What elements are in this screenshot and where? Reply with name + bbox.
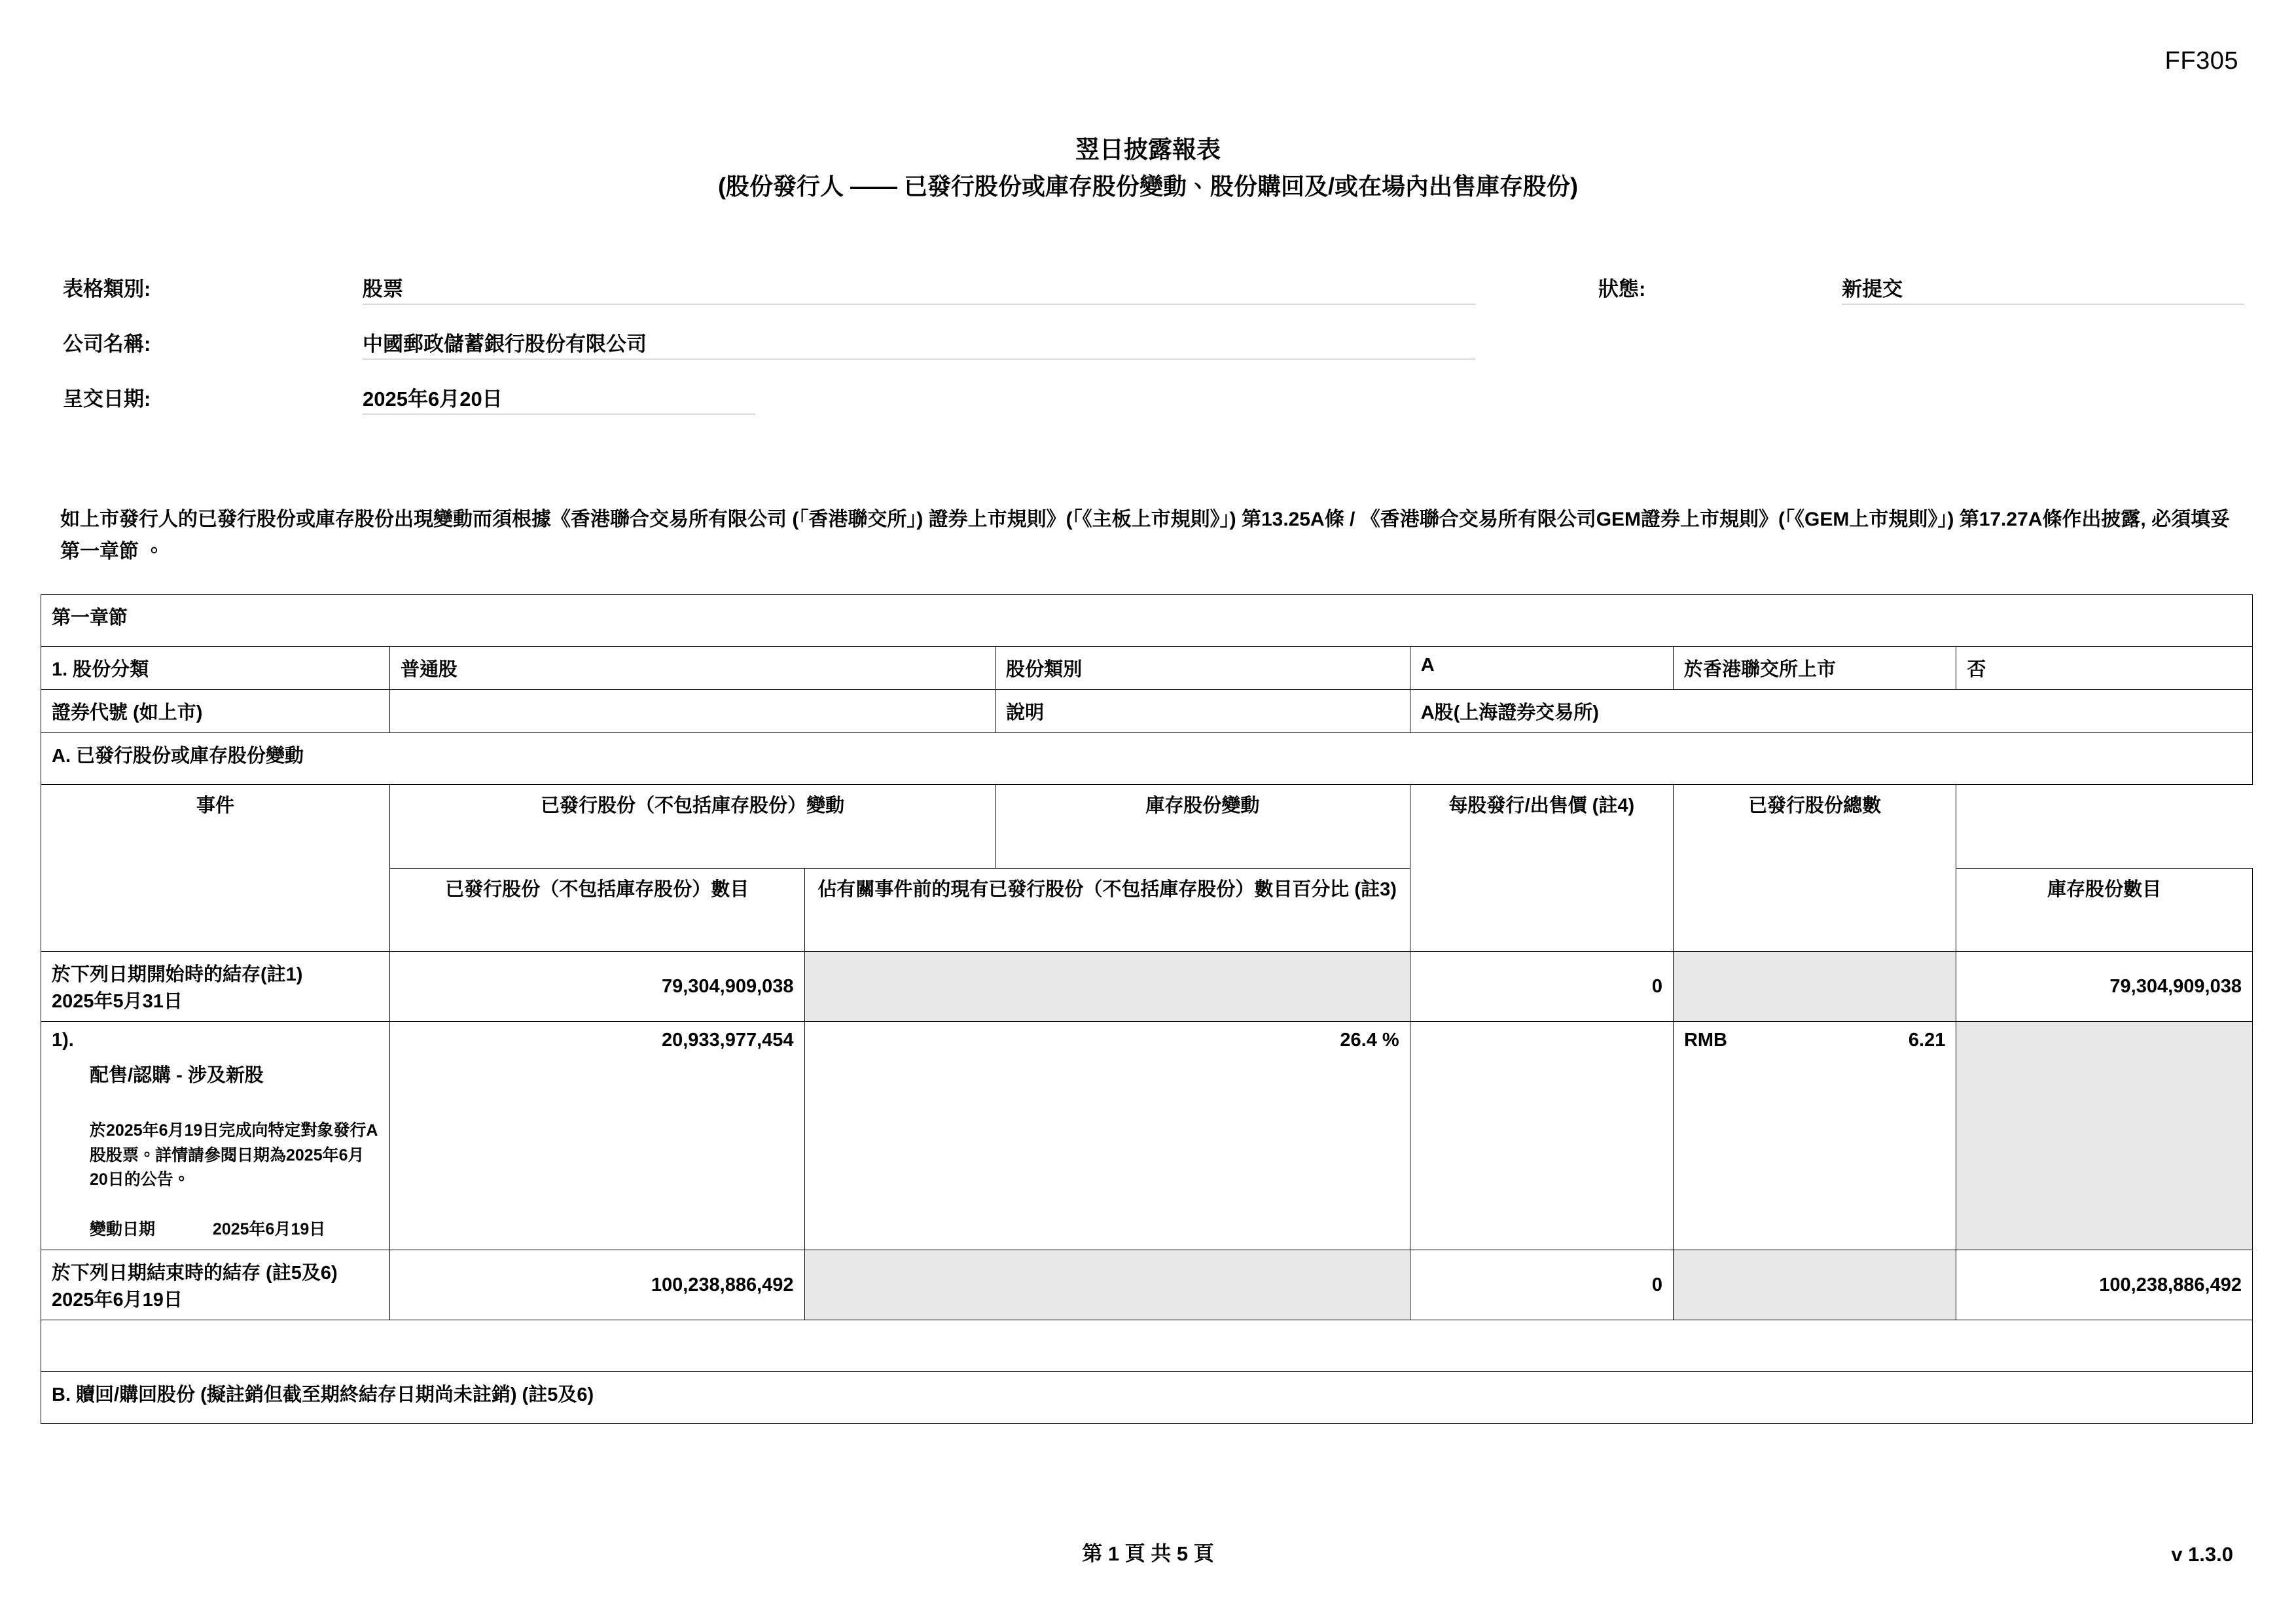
description-value: A股(上海證券交易所) [1410,690,2252,733]
description-label: 說明 [996,690,1410,733]
column-group-header-row [41,785,2253,869]
col-event-header: 事件 [41,785,390,952]
placing-issued-number: 20,933,977,454 [389,1022,804,1250]
listed-in-hk-label: 於香港聯交所上市 [1673,647,1956,690]
document-title-line2: (股份發行人 —— 已發行股份或庫存股份變動、股份購回及/或在場內出售庫存股份) [718,173,1578,200]
form-code: FF305 [2164,47,2238,75]
company-value: 中國郵政儲蓄銀行股份有限公司 [363,333,647,355]
section-a-header: A. 已發行股份或庫存股份變動 [41,733,2253,785]
status-value: 新提交 [1842,278,1903,300]
table-row-placing [41,1022,2253,1250]
stock-code-label: 證券代號 (如上市) [41,690,390,733]
submit-date-value: 2025年6月20日 [363,388,503,410]
placing-price-currency: RMB [1683,1030,1727,1051]
placing-treasury-number [1410,1022,1673,1250]
table-row-spacer [41,1320,2253,1372]
spacer-cell [41,1320,2253,1372]
placing-total-issued [1956,1022,2253,1250]
closing-balance-issued-number: 100,238,886,492 [389,1250,804,1320]
status-label: 狀態: [1598,278,1646,300]
share-class-label: 1. 股份分類 [41,647,390,690]
placing-change-date-value: 2025年6月19日 [212,1219,326,1238]
share-class-row [41,647,2253,690]
section-b-header: B. 贖回/購回股份 (擬註銷但截至期終結存日期尚未註銷) (註5及6) [41,1372,2253,1424]
section-header-row [41,595,2253,647]
opening-balance-price [1673,952,1956,1022]
footer-version: v 1.3.0 [2171,1543,2233,1566]
section-one-table [41,594,2253,1424]
col-treasury-number-header: 庫存股份數目 [1956,868,2253,952]
share-class-value: 普通股 [389,647,995,690]
col-issued-number-header: 已發行股份（不包括庫存股份）數目 [389,868,804,952]
placing-event-label: 配售/認購 - 涉及新股 [90,1065,264,1086]
placing-price-amount: 6.21 [1908,1030,1946,1051]
opening-balance-label: 於下列日期開始時的結存(註1) [52,964,303,985]
closing-balance-treasury-number: 0 [1410,1250,1673,1320]
stock-code-value [389,690,995,733]
listed-in-hk-value: 否 [1956,647,2253,690]
closing-balance-total-issued: 100,238,886,492 [1956,1250,2253,1320]
closing-balance-price [1673,1250,1956,1320]
closing-balance-pct [804,1250,1410,1320]
closing-balance-event [41,1250,390,1320]
meta-row-form-type [63,267,2236,322]
closing-balance-date: 2025年6月19日 [52,1290,183,1310]
meta-row-company [63,322,2236,377]
opening-balance-date: 2025年5月31日 [52,991,183,1012]
section-a-header-row [41,733,2253,785]
meta-block [63,267,2236,432]
col-group-issued-header: 已發行股份（不包括庫存股份）變動 [389,785,995,869]
col-total-issued-header: 已發行股份總數 [1673,785,1956,952]
stock-code-row [41,690,2253,733]
form-type-label: 表格類別: [63,278,151,300]
document-title [0,131,2296,205]
placing-price [1673,1022,1956,1250]
footer-page-number: 第 1 頁 共 5 頁 [1082,1542,1214,1565]
col-group-treasury-header: 庫存股份變動 [996,785,1410,869]
col-price-header: 每股發行/出售價 (註4) [1410,785,1673,952]
share-type-value: A [1410,647,1673,690]
opening-balance-treasury-number: 0 [1410,952,1673,1022]
opening-balance-event [41,952,390,1022]
placing-pct: 26.4 % [804,1022,1410,1250]
intro-paragraph: 如上市發行人的已發行股份或庫存股份出現變動而須根據《香港聯合交易所有限公司 (「香港聯交所」) 證券上市規則》(「《主板上市規則》」) 第13.25A條 / 《香港聯合交易所有限公司GEM證券上市規則》(「《GEM上市規則》」) 第17.27A條作出披露, 必須填妥第一章節 。 [60,509,2231,562]
section-b-header-row [41,1372,2253,1424]
closing-balance-label: 於下列日期結束時的結存 (註5及6) [52,1263,338,1284]
placing-event-cell [41,1022,390,1250]
section-one-header: 第一章節 [41,595,2253,647]
form-type-value: 股票 [363,278,403,300]
placing-change-date-label: 變動日期 [90,1219,156,1238]
share-type-label: 股份類別 [996,647,1410,690]
placing-change-date-row [52,1218,379,1242]
meta-row-submit-date [63,377,2236,432]
opening-balance-pct [804,952,1410,1022]
company-label: 公司名稱: [63,333,151,355]
col-pct-header: 佔有關事件前的現有已發行股份（不包括庫存股份）數目百分比 (註3) [804,868,1410,952]
placing-index: 1). [52,1030,74,1051]
table-row-closing-balance [41,1250,2253,1320]
submit-date-label: 呈交日期: [63,388,151,410]
document-title-line1: 翌日披露報表 [1075,136,1221,163]
table-row-opening-balance [41,952,2253,1022]
placing-note: 於2025年6月19日完成向特定對象發行A股股票。詳情請參閱日期為2025年6月20日的公告。 [90,1121,378,1189]
opening-balance-issued-number: 79,304,909,038 [389,952,804,1022]
opening-balance-total-issued: 79,304,909,038 [1956,952,2253,1022]
